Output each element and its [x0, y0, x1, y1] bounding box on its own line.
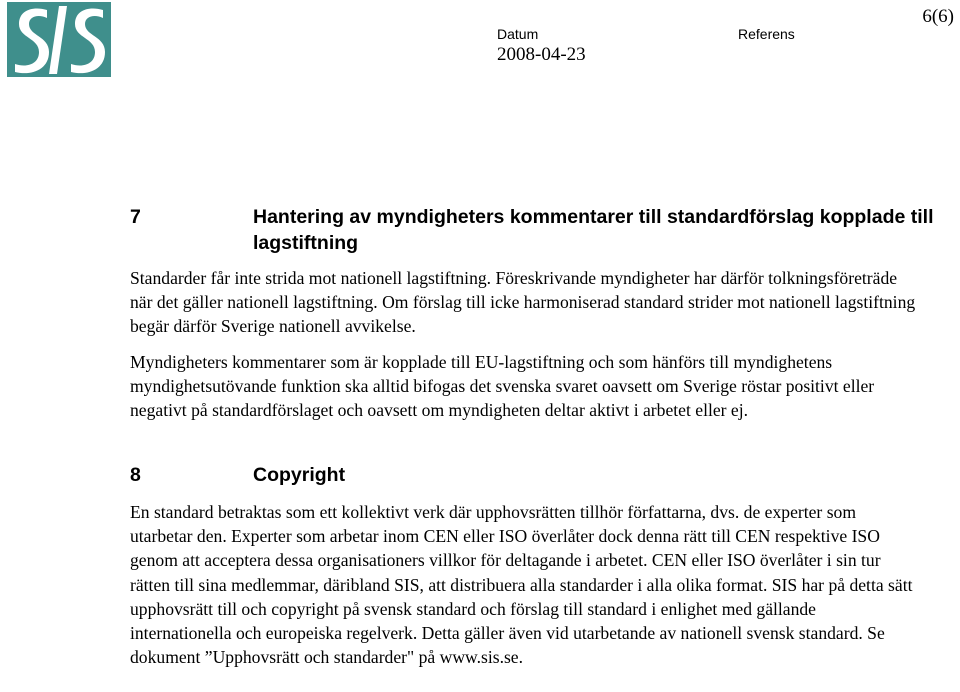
sis-logo	[7, 2, 111, 77]
date-label: Datum	[497, 26, 539, 42]
section-title: Hantering av myndigheters kommentarer till standardförslag kopplade till lagstiftning	[253, 206, 934, 254]
section-7-paragraph-1: Standarder får inte strida mot nationell lagstiftning. Föreskrivande myndigheter har därför tolkningsföreträde när det gäller nationell lagstiftning. Om förslag till icke harmoniserad standard strider mot nationell lagstiftning begär därför Sverige nationell avvikelse.	[130, 268, 916, 337]
section-number: 8	[130, 464, 141, 486]
page-number: 6(6)	[922, 6, 954, 27]
sis-logo-mark	[7, 2, 111, 77]
section-8-paragraph-1: En standard betraktas som ett kollektivt verk där upphovsrätten tillhör författarna, dvs. de experter som utarbetar den. Experter som arbetar inom CEN eller ISO överlåter dock denna rätt till CEN respektive ISO genom att acceptera dessa organisationers villkor för deltagande i arbetet. CEN eller ISO överlåter i sin tur rätten till sina medlemmar, däribland SIS, att distribuera alla standarder i alla olika format. SIS har på detta sätt upphovsrätt till och copyright på svensk standard och förslag till standard i enlighet med gällande internationella och europeiska regelverk. Detta gäller även vid utarbetande av nationell svensk standard. Se dokument ”Upphovsrätt och standarder" på www.sis.se.	[130, 502, 913, 668]
section-number: 7	[130, 206, 141, 228]
date-value: 2008-04-23	[497, 44, 586, 65]
section-7-paragraph-2: Myndigheters kommentarer som är kopplade till EU-lagstiftning och som hänförs till myndighetens myndighetsutövande funktion ska alltid bifogas det svenska svaret oavsett om Sverige röstar positivt eller negativt på standardförslaget och oavsett om myndigheten deltar aktivt i arbetet eller ej.	[130, 352, 875, 421]
reference-label: Referens	[738, 26, 795, 42]
section-title: Copyright	[253, 464, 346, 486]
